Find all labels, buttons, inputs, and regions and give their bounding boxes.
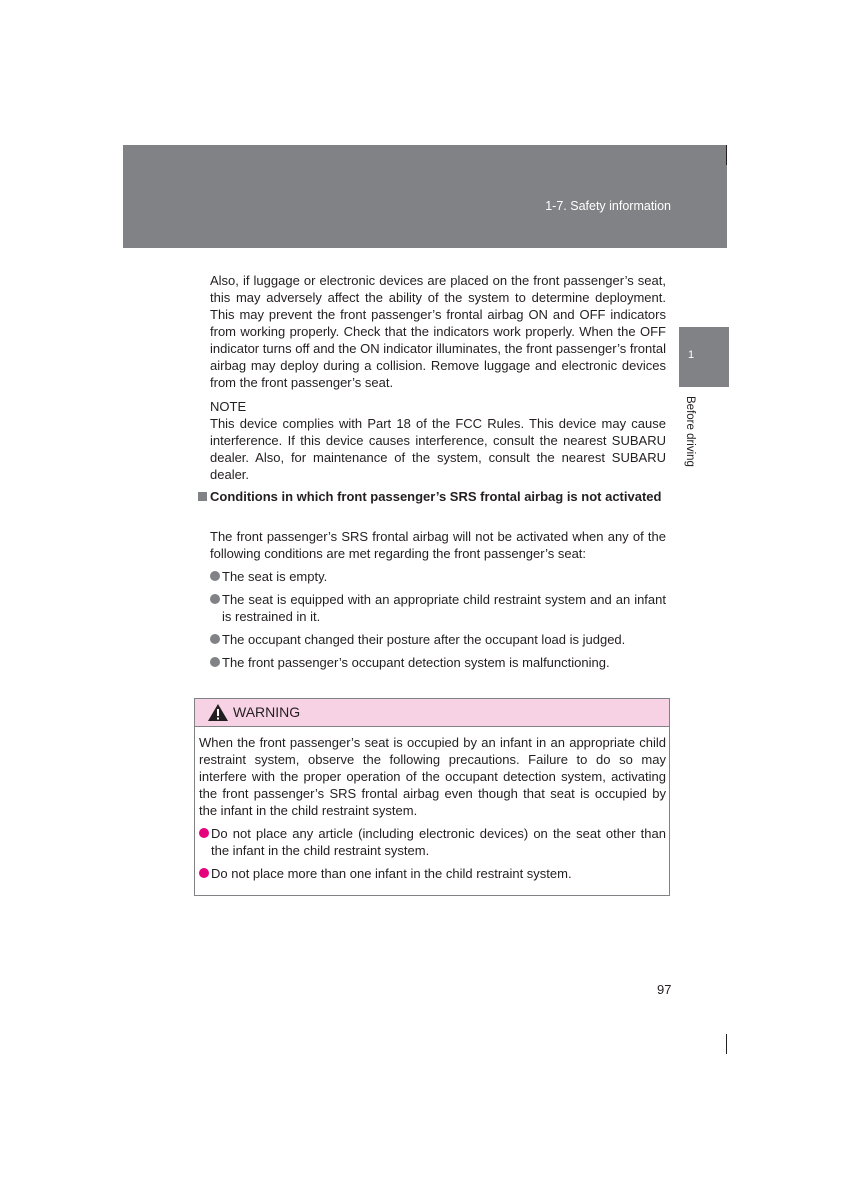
bullet-dot-icon — [210, 657, 220, 667]
conditions-heading-text: Conditions in which front passenger’s SRS frontal airbag is not activated — [210, 489, 662, 504]
bullet-dot-icon — [210, 634, 220, 644]
list-item: The occupant changed their posture after the occupant load is judged. — [210, 631, 666, 648]
paragraph-luggage: Also, if luggage or electronic devices are placed on the front passenger’s seat, this may adversely affect the ability of the system to determine deployment. This may prevent the front passenger’s frontal airbag ON and OFF indicators from working properly. Check that the indicators work properly. When the OFF indicator turns off and the ON indicator illuminates, the front passenger’s frontal airbag may deploy during a collision. Remove luggage and electronic devices from the front passenger’s seat. — [210, 273, 666, 390]
list-item: The seat is equipped with an appropriate child restraint system and an infant is restrained in it. — [210, 591, 666, 625]
chapter-tab — [679, 327, 729, 387]
header-band — [123, 145, 727, 248]
list-item: The front passenger’s occupant detection system is malfunctioning. — [210, 654, 666, 671]
chapter-label: Before driving — [684, 396, 696, 467]
note-text: This device complies with Part 18 of the FCC Rules. This device may cause interference. If this device causes interference, consult the nearest SUBARU dealer. Also, for maintenance of the system, consult the nearest SUBARU dealer. — [210, 416, 666, 482]
note-block — [210, 398, 666, 483]
section-title: 1-7. Safety information — [545, 199, 671, 213]
list-item: Do not place more than one infant in the child restraint system. — [199, 865, 666, 882]
crop-mark-top — [726, 145, 727, 165]
crop-mark-bottom — [726, 1034, 727, 1054]
warning-intro: When the front passenger’s seat is occupied by an infant in an appropriate child restraint system, observe the following precautions. Failure to do so may interfere with the proper operation of the occupant detection system, activating the front passenger’s SRS frontal airbag even though that seat is occupied by the infant in the child restraint system. — [199, 735, 666, 818]
warning-box — [194, 698, 670, 896]
bullet-dot-icon — [210, 594, 220, 604]
warning-title: WARNING — [233, 704, 301, 720]
note-label: NOTE — [210, 399, 247, 414]
conditions-list — [210, 568, 666, 677]
conditions-intro: The front passenger’s SRS frontal airbag will not be activated when any of the following conditions are met regarding the front passenger’s seat: — [210, 529, 666, 561]
conditions-heading — [198, 488, 666, 505]
warning-triangle-icon — [207, 703, 229, 722]
list-item: Do not place any article (including electronic devices) on the seat other than the infant in the child restraint system. — [199, 825, 666, 859]
warning-body — [199, 734, 666, 888]
page-number: 97 — [657, 982, 672, 997]
bullet-dot-icon — [199, 828, 209, 838]
chapter-number: 1 — [688, 349, 695, 361]
bullet-dot-icon — [199, 868, 209, 878]
bullet-dot-icon — [210, 571, 220, 581]
list-item: The seat is empty. — [210, 568, 666, 585]
square-marker-icon — [198, 492, 207, 501]
warning-header — [195, 699, 669, 727]
